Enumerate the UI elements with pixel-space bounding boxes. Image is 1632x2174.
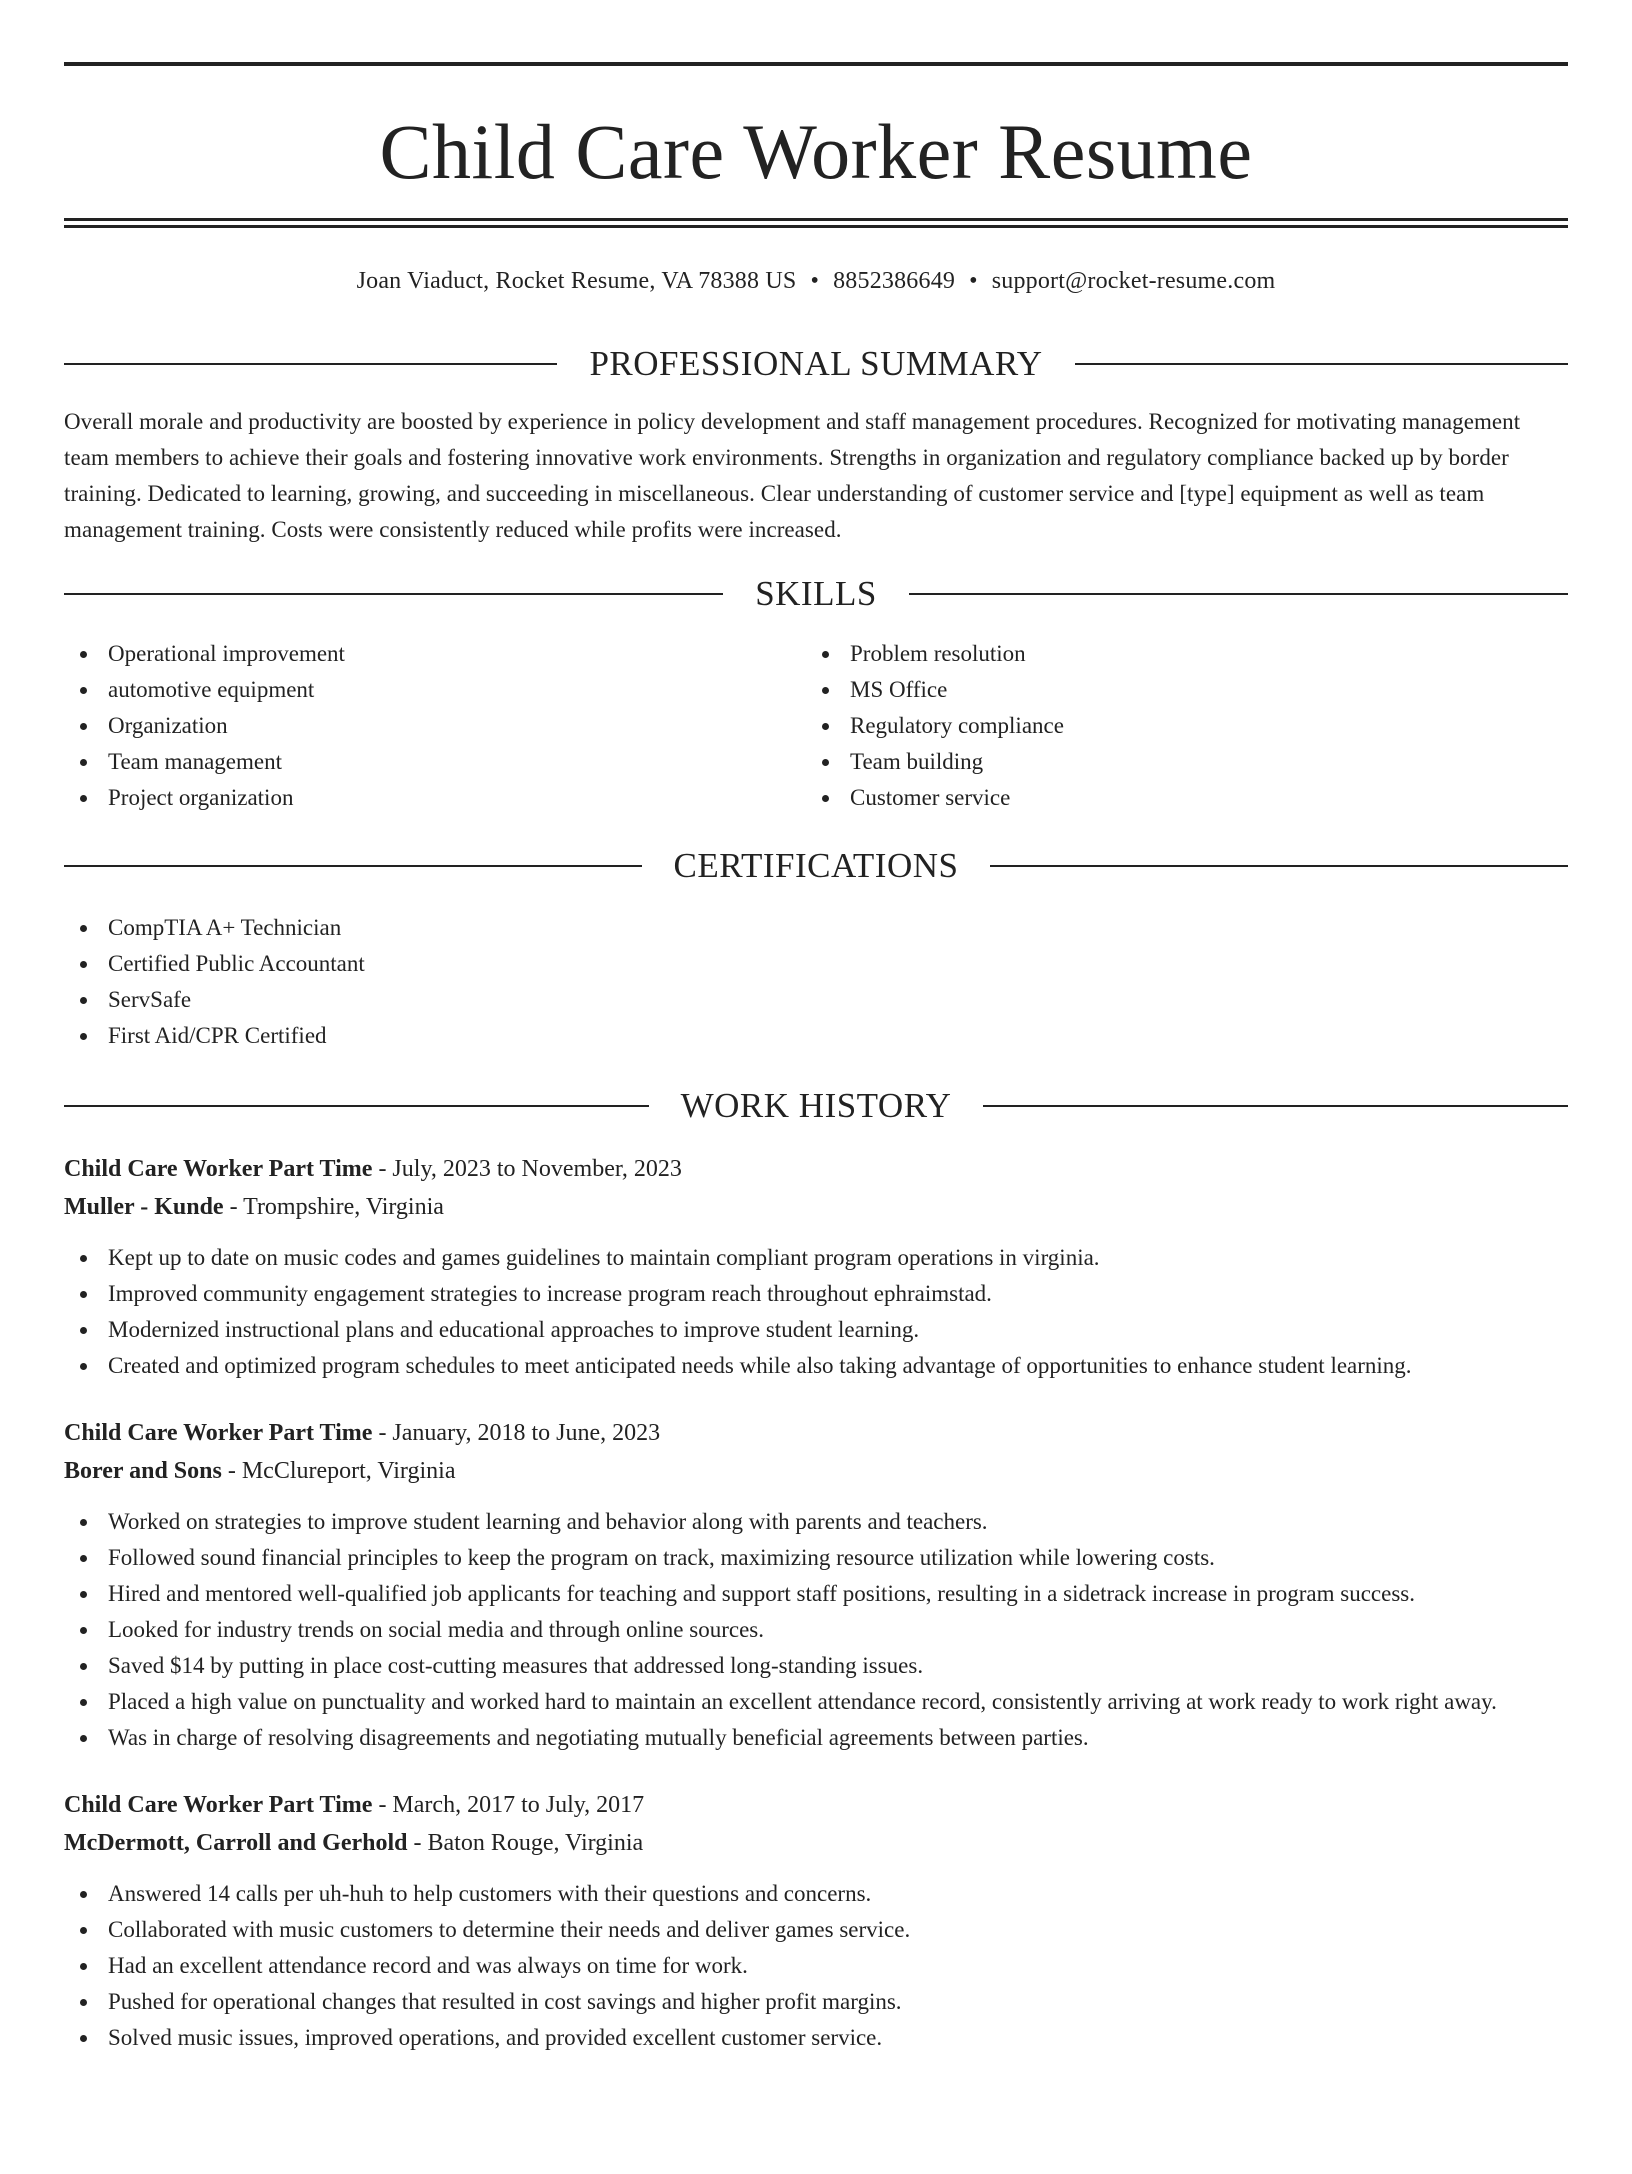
resume-title: Child Care Worker Resume (379, 108, 1253, 195)
job-bullet: Pushed for operational changes that resulted in cost savings and higher profit margins. (64, 1984, 1568, 2020)
work-history-list (64, 1150, 1568, 2056)
job-bullet: Kept up to date on music codes and games guidelines to maintain compliant program operations in virginia. (64, 1240, 1568, 1276)
contact-separator: • (810, 268, 820, 294)
certification-item: First Aid/CPR Certified (64, 1018, 1568, 1054)
skill-item: Team building (806, 744, 1548, 780)
job-bullet: Solved music issues, improved operations, and provided excellent customer service. (64, 2020, 1568, 2056)
job-entry (64, 1414, 1568, 1756)
skills-section-heading (64, 574, 1568, 614)
job-dates: - January, 2018 to June, 2023 (372, 1420, 661, 1446)
job-bullets (64, 1504, 1568, 1756)
job-title-line (64, 1150, 1568, 1188)
certifications-section-heading (64, 846, 1568, 886)
job-title-line (64, 1414, 1568, 1452)
job-company-line (64, 1452, 1568, 1490)
job-bullet: Had an excellent attendance record and was always on time for work. (64, 1948, 1568, 1984)
heading-rule-right (909, 593, 1568, 595)
job-bullet: Followed sound financial principles to keep the program on track, maximizing resource utilization while lowering costs. (64, 1540, 1568, 1576)
work-history-section-heading (64, 1086, 1568, 1126)
job-bullet: Was in charge of resolving disagreements and negotiating mutually beneficial agreements between parties. (64, 1720, 1568, 1756)
skill-item: Organization (64, 708, 806, 744)
certifications-list (64, 910, 1568, 1054)
skills-column-left (64, 636, 806, 816)
job-company: Borer and Sons (64, 1458, 222, 1484)
heading-rule-right (983, 1105, 1568, 1107)
job-bullets (64, 1240, 1568, 1384)
job-bullet: Created and optimized program schedules to meet anticipated needs while also taking advantage of opportunities to enhance student learning. (64, 1348, 1568, 1384)
job-title: Child Care Worker Part Time (64, 1156, 373, 1182)
job-title: Child Care Worker Part Time (64, 1420, 373, 1446)
heading-rule-right (990, 865, 1568, 867)
skill-item: Regulatory compliance (806, 708, 1548, 744)
heading-rule-left (64, 865, 642, 867)
job-bullet: Answered 14 calls per uh-huh to help customers with their questions and concerns. (64, 1876, 1568, 1912)
contact-separator: • (969, 268, 978, 294)
certification-item: CompTIA A+ Technician (64, 910, 1568, 946)
certification-item: ServSafe (64, 982, 1568, 1018)
work-history-heading: WORK HISTORY (680, 1086, 952, 1125)
job-bullet: Improved community engagement strategies to increase program reach throughout ephraimstad. (64, 1276, 1568, 1312)
top-rule (64, 62, 1568, 66)
job-dates: - March, 2017 to July, 2017 (372, 1792, 645, 1818)
job-title: Child Care Worker Part Time (64, 1792, 373, 1818)
job-company-line (64, 1188, 1568, 1226)
job-bullet: Collaborated with music customers to determine their needs and deliver games service. (64, 1912, 1568, 1948)
heading-rule-right (1075, 363, 1568, 365)
job-bullet: Modernized instructional plans and educational approaches to improve student learning. (64, 1312, 1568, 1348)
skill-item: MS Office (806, 672, 1548, 708)
skill-item: Problem resolution (806, 636, 1548, 672)
resume-page (0, 62, 1632, 2174)
title-double-rule (64, 218, 1568, 228)
job-bullets (64, 1876, 1568, 2056)
job-bullet: Saved $14 by putting in place cost-cutting measures that addressed long-standing issues. (64, 1648, 1568, 1684)
skills-grid (64, 636, 1568, 816)
certifications-heading: CERTIFICATIONS (673, 846, 959, 885)
skill-item: Project organization (64, 780, 806, 816)
job-company-line (64, 1824, 1568, 1862)
contact-line (64, 266, 1568, 296)
job-bullet: Worked on strategies to improve student learning and behavior along with parents and teachers. (64, 1504, 1568, 1540)
summary-section-heading (64, 344, 1568, 384)
job-bullet: Looked for industry trends on social media and through online sources. (64, 1612, 1568, 1648)
summary-text: Overall morale and productivity are boosted by experience in policy development and staff management procedures. Recognized for motivating management team members to achieve their goals and fostering innovative work environments. Strengths in organization and regulatory compliance backed up by border training. Dedicated to learning, growing, and succeeding in miscellaneous. Clear understanding of customer service and [type] equipment as well as team management training. Costs were consistently reduced while profits were increased. (64, 409, 1521, 542)
skill-item: Team management (64, 744, 806, 780)
skills-heading: SKILLS (755, 574, 877, 613)
job-location: - Trompshire, Virginia (223, 1194, 444, 1220)
heading-rule-left (64, 363, 557, 365)
job-bullet: Placed a high value on punctuality and worked hard to maintain an excellent attendance record, consistently arriving at work ready to work right away. (64, 1684, 1568, 1720)
job-company: Muller - Kunde (64, 1194, 224, 1220)
certification-item: Certified Public Accountant (64, 946, 1568, 982)
job-bullet: Hired and mentored well-qualified job applicants for teaching and support staff positions, resulting in a sidetrack increase in program success. (64, 1576, 1568, 1612)
heading-rule-left (64, 593, 723, 595)
heading-rule-left (64, 1105, 649, 1107)
job-entry (64, 1150, 1568, 1384)
skills-column-right (806, 636, 1548, 816)
job-entry (64, 1786, 1568, 2056)
job-location: - McClureport, Virginia (221, 1458, 456, 1484)
summary-heading: PROFESSIONAL SUMMARY (589, 344, 1043, 383)
job-company: McDermott, Carroll and Gerhold (64, 1830, 408, 1856)
skill-item: automotive equipment (64, 672, 806, 708)
job-location: - Baton Rouge, Virginia (407, 1830, 644, 1856)
contact-address: Joan Viaduct, Rocket Resume, VA 78388 US (356, 268, 797, 294)
contact-phone: 8852386649 (833, 268, 956, 294)
contact-email: support@rocket-resume.com (991, 268, 1276, 294)
skill-item: Operational improvement (64, 636, 806, 672)
job-title-line (64, 1786, 1568, 1824)
job-dates: - July, 2023 to November, 2023 (372, 1156, 682, 1182)
skill-item: Customer service (806, 780, 1548, 816)
